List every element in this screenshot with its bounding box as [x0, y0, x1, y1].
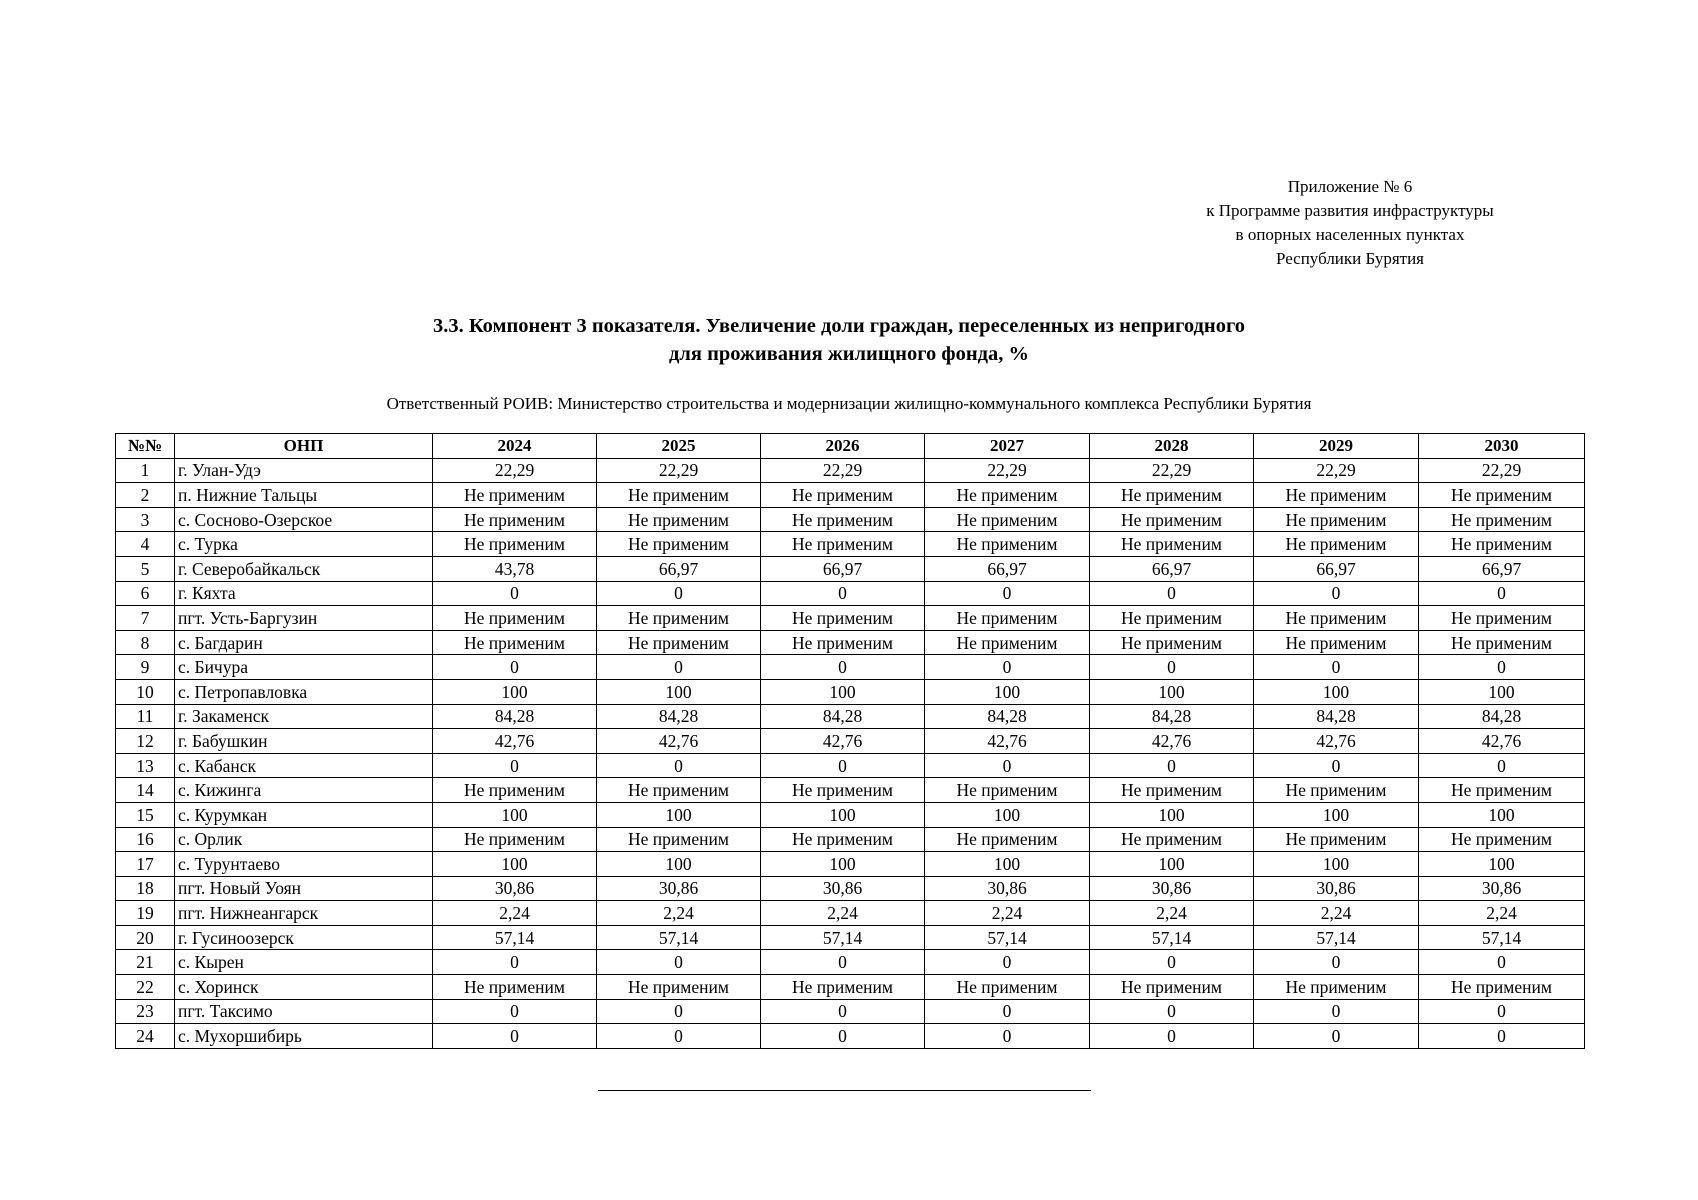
value-cell: Не применим: [1254, 630, 1419, 655]
row-number-cell: 24: [116, 1024, 175, 1049]
value-cell: 0: [1419, 581, 1585, 606]
row-number-cell: 7: [116, 606, 175, 631]
settlement-cell: с. Петропавловка: [175, 679, 433, 704]
value-cell: 2,24: [1090, 901, 1254, 926]
value-cell: 84,28: [1090, 704, 1254, 729]
value-cell: 0: [925, 753, 1090, 778]
value-cell: Не применим: [925, 975, 1090, 1000]
table-row: [116, 581, 1585, 606]
value-cell: 57,14: [925, 925, 1090, 950]
value-cell: 0: [761, 999, 925, 1024]
value-cell: Не применим: [1419, 827, 1585, 852]
table-row: [116, 876, 1585, 901]
row-number-cell: 14: [116, 778, 175, 803]
settlement-cell: г. Бабушкин: [175, 729, 433, 754]
settlement-cell: с. Турка: [175, 532, 433, 557]
table-row: [116, 655, 1585, 680]
table-row: [116, 901, 1585, 926]
value-cell: 0: [1254, 950, 1419, 975]
table-row: [116, 532, 1585, 557]
value-cell: 22,29: [1419, 458, 1585, 483]
value-cell: Не применим: [761, 630, 925, 655]
table-row: [116, 1024, 1585, 1049]
settlement-cell: с. Орлик: [175, 827, 433, 852]
row-number-cell: 6: [116, 581, 175, 606]
value-cell: 66,97: [925, 556, 1090, 581]
value-cell: 0: [761, 655, 925, 680]
settlement-cell: г. Северобайкальск: [175, 556, 433, 581]
value-cell: 22,29: [1254, 458, 1419, 483]
value-cell: Не применим: [1254, 606, 1419, 631]
value-cell: Не применим: [1419, 975, 1585, 1000]
row-number-cell: 18: [116, 876, 175, 901]
value-cell: 22,29: [597, 458, 761, 483]
row-number-cell: 17: [116, 852, 175, 877]
value-cell: 0: [1090, 753, 1254, 778]
value-cell: 100: [597, 802, 761, 827]
value-cell: 100: [761, 802, 925, 827]
value-cell: 100: [1254, 679, 1419, 704]
settlement-cell: с. Кырен: [175, 950, 433, 975]
value-cell: 0: [1090, 999, 1254, 1024]
settlement-cell: с. Хоринск: [175, 975, 433, 1000]
value-cell: Не применим: [1254, 827, 1419, 852]
value-cell: 42,76: [1254, 729, 1419, 754]
title-line: 3.3. Компонент 3 показателя. Увеличение доли граждан, переселенных из непригодного: [432, 315, 1246, 337]
settlement-cell: пгт. Усть-Баргузин: [175, 606, 433, 631]
value-cell: Не применим: [433, 975, 597, 1000]
row-number-cell: 11: [116, 704, 175, 729]
value-cell: 100: [925, 852, 1090, 877]
document-title: [0, 312, 1698, 368]
value-cell: Не применим: [761, 532, 925, 557]
row-number-cell: 3: [116, 507, 175, 532]
value-cell: Не применим: [1090, 827, 1254, 852]
value-cell: Не применим: [597, 827, 761, 852]
table-row: [116, 852, 1585, 877]
value-cell: Не применим: [1090, 630, 1254, 655]
row-number-cell: 2: [116, 483, 175, 508]
value-cell: Не применим: [925, 532, 1090, 557]
table-row: [116, 753, 1585, 778]
value-cell: Не применим: [597, 630, 761, 655]
settlement-cell: с. Кижинга: [175, 778, 433, 803]
value-cell: 42,76: [597, 729, 761, 754]
value-cell: 0: [1254, 999, 1419, 1024]
table-body: [116, 458, 1585, 1048]
value-cell: 43,78: [433, 556, 597, 581]
table-row: [116, 483, 1585, 508]
value-cell: Не применим: [1090, 483, 1254, 508]
row-number-cell: 13: [116, 753, 175, 778]
value-cell: 0: [433, 1024, 597, 1049]
table-row: [116, 679, 1585, 704]
value-cell: 66,97: [1090, 556, 1254, 581]
value-cell: 0: [761, 1024, 925, 1049]
value-cell: 22,29: [433, 458, 597, 483]
value-cell: 0: [925, 999, 1090, 1024]
value-cell: Не применим: [1090, 507, 1254, 532]
value-cell: Не применим: [433, 630, 597, 655]
value-cell: 0: [1419, 753, 1585, 778]
table-row: [116, 556, 1585, 581]
row-number-cell: 1: [116, 458, 175, 483]
value-cell: Не применим: [761, 606, 925, 631]
value-cell: 0: [1419, 655, 1585, 680]
settlement-cell: г. Улан-Удэ: [175, 458, 433, 483]
table-row: [116, 999, 1585, 1024]
value-cell: 0: [1090, 950, 1254, 975]
table-row: [116, 950, 1585, 975]
settlement-cell: г. Гусиноозерск: [175, 925, 433, 950]
column-header: 2030: [1419, 434, 1585, 459]
value-cell: 22,29: [1090, 458, 1254, 483]
value-cell: Не применим: [597, 483, 761, 508]
table-row: [116, 729, 1585, 754]
value-cell: 42,76: [1419, 729, 1585, 754]
value-cell: 100: [1419, 679, 1585, 704]
value-cell: Не применим: [925, 827, 1090, 852]
settlement-cell: пгт. Новый Уоян: [175, 876, 433, 901]
row-number-cell: 4: [116, 532, 175, 557]
value-cell: 0: [1254, 655, 1419, 680]
value-cell: 0: [597, 999, 761, 1024]
value-cell: 84,28: [1419, 704, 1585, 729]
value-cell: 0: [597, 1024, 761, 1049]
value-cell: 100: [761, 852, 925, 877]
value-cell: Не применим: [597, 507, 761, 532]
table-header-row: [116, 434, 1585, 459]
title-line: для проживания жилищного фонда, %: [668, 343, 1030, 365]
table-row: [116, 778, 1585, 803]
appendix-note: [1150, 175, 1550, 271]
value-cell: Не применим: [433, 532, 597, 557]
value-cell: 57,14: [433, 925, 597, 950]
value-cell: 0: [761, 950, 925, 975]
indicator-table: [115, 433, 1585, 1049]
value-cell: 100: [761, 679, 925, 704]
value-cell: 0: [1419, 999, 1585, 1024]
value-cell: Не применим: [925, 606, 1090, 631]
value-cell: 30,86: [597, 876, 761, 901]
value-cell: 0: [597, 581, 761, 606]
bottom-divider: [598, 1090, 1091, 1091]
value-cell: 66,97: [761, 556, 925, 581]
value-cell: Не применим: [1090, 606, 1254, 631]
value-cell: 2,24: [433, 901, 597, 926]
row-number-cell: 15: [116, 802, 175, 827]
column-header: 2028: [1090, 434, 1254, 459]
appendix-line: Республики Бурятия: [1275, 249, 1425, 268]
value-cell: Не применим: [597, 975, 761, 1000]
value-cell: 2,24: [597, 901, 761, 926]
table-row: [116, 827, 1585, 852]
value-cell: 66,97: [597, 556, 761, 581]
settlement-cell: пгт. Таксимо: [175, 999, 433, 1024]
value-cell: Не применим: [433, 778, 597, 803]
table-row: [116, 507, 1585, 532]
value-cell: 2,24: [1254, 901, 1419, 926]
settlement-cell: п. Нижние Тальцы: [175, 483, 433, 508]
value-cell: 30,86: [925, 876, 1090, 901]
appendix-line: в опорных населенных пунктах: [1235, 225, 1465, 244]
value-cell: Не применим: [761, 827, 925, 852]
row-number-cell: 23: [116, 999, 175, 1024]
value-cell: 30,86: [761, 876, 925, 901]
row-number-cell: 21: [116, 950, 175, 975]
value-cell: 84,28: [1254, 704, 1419, 729]
value-cell: Не применим: [433, 827, 597, 852]
value-cell: Не применим: [433, 507, 597, 532]
value-cell: 30,86: [433, 876, 597, 901]
value-cell: 100: [433, 852, 597, 877]
value-cell: 22,29: [761, 458, 925, 483]
value-cell: 0: [1419, 1024, 1585, 1049]
value-cell: 0: [597, 950, 761, 975]
appendix-line: Приложение № 6: [1287, 177, 1413, 196]
value-cell: Не применим: [1090, 778, 1254, 803]
value-cell: 84,28: [433, 704, 597, 729]
settlement-cell: с. Мухоршибирь: [175, 1024, 433, 1049]
value-cell: 57,14: [1090, 925, 1254, 950]
value-cell: 0: [925, 950, 1090, 975]
value-cell: 84,28: [597, 704, 761, 729]
value-cell: 22,29: [925, 458, 1090, 483]
value-cell: Не применим: [1090, 975, 1254, 1000]
value-cell: 0: [1254, 753, 1419, 778]
column-header: 2026: [761, 434, 925, 459]
settlement-cell: с. Бичура: [175, 655, 433, 680]
row-number-cell: 10: [116, 679, 175, 704]
value-cell: 42,76: [761, 729, 925, 754]
value-cell: Не применим: [433, 606, 597, 631]
value-cell: 100: [925, 679, 1090, 704]
value-cell: 100: [433, 679, 597, 704]
value-cell: Не применим: [925, 778, 1090, 803]
value-cell: 0: [433, 753, 597, 778]
column-header: 2027: [925, 434, 1090, 459]
value-cell: 57,14: [1419, 925, 1585, 950]
row-number-cell: 5: [116, 556, 175, 581]
settlement-cell: с. Кабанск: [175, 753, 433, 778]
value-cell: Не применим: [761, 778, 925, 803]
value-cell: Не применим: [597, 606, 761, 631]
value-cell: 66,97: [1419, 556, 1585, 581]
value-cell: Не применим: [925, 630, 1090, 655]
value-cell: 0: [1090, 581, 1254, 606]
value-cell: 0: [597, 655, 761, 680]
value-cell: 100: [1090, 679, 1254, 704]
row-number-cell: 16: [116, 827, 175, 852]
value-cell: 84,28: [761, 704, 925, 729]
value-cell: Не применим: [1254, 778, 1419, 803]
appendix-line: к Программе развития инфраструктуры: [1206, 201, 1494, 220]
value-cell: 0: [1254, 1024, 1419, 1049]
value-cell: Не применим: [761, 507, 925, 532]
settlement-cell: с. Курумкан: [175, 802, 433, 827]
value-cell: 0: [433, 581, 597, 606]
table-row: [116, 630, 1585, 655]
column-header: 2025: [597, 434, 761, 459]
value-cell: 0: [1419, 950, 1585, 975]
value-cell: 0: [925, 655, 1090, 680]
value-cell: 30,86: [1090, 876, 1254, 901]
row-number-cell: 19: [116, 901, 175, 926]
value-cell: 100: [1254, 802, 1419, 827]
value-cell: Не применим: [1419, 532, 1585, 557]
value-cell: 42,76: [925, 729, 1090, 754]
value-cell: 66,97: [1254, 556, 1419, 581]
value-cell: 2,24: [761, 901, 925, 926]
value-cell: 100: [1419, 802, 1585, 827]
value-cell: 0: [597, 753, 761, 778]
value-cell: 100: [597, 852, 761, 877]
value-cell: 57,14: [597, 925, 761, 950]
value-cell: 0: [925, 1024, 1090, 1049]
row-number-cell: 8: [116, 630, 175, 655]
value-cell: 0: [761, 753, 925, 778]
value-cell: 84,28: [925, 704, 1090, 729]
value-cell: 2,24: [925, 901, 1090, 926]
value-cell: Не применим: [761, 975, 925, 1000]
value-cell: 0: [1254, 581, 1419, 606]
value-cell: Не применим: [1254, 532, 1419, 557]
column-header: №№: [116, 434, 175, 459]
value-cell: 100: [925, 802, 1090, 827]
value-cell: 0: [433, 950, 597, 975]
value-cell: 2,24: [1419, 901, 1585, 926]
column-header: 2024: [433, 434, 597, 459]
settlement-cell: г. Закаменск: [175, 704, 433, 729]
table-row: [116, 606, 1585, 631]
value-cell: 100: [433, 802, 597, 827]
row-number-cell: 22: [116, 975, 175, 1000]
value-cell: Не применим: [1090, 532, 1254, 557]
value-cell: Не применим: [1419, 606, 1585, 631]
value-cell: 100: [597, 679, 761, 704]
table-row: [116, 802, 1585, 827]
settlement-cell: с. Турунтаево: [175, 852, 433, 877]
value-cell: 0: [925, 581, 1090, 606]
value-cell: Не применим: [925, 483, 1090, 508]
value-cell: 0: [1090, 655, 1254, 680]
value-cell: Не применим: [761, 483, 925, 508]
value-cell: Не применим: [433, 483, 597, 508]
column-header: ОНП: [175, 434, 433, 459]
value-cell: Не применим: [1254, 483, 1419, 508]
column-header: 2029: [1254, 434, 1419, 459]
value-cell: 57,14: [1254, 925, 1419, 950]
value-cell: Не применим: [1419, 630, 1585, 655]
row-number-cell: 9: [116, 655, 175, 680]
table-row: [116, 458, 1585, 483]
row-number-cell: 12: [116, 729, 175, 754]
settlement-cell: пгт. Нижнеангарск: [175, 901, 433, 926]
value-cell: Не применим: [1419, 778, 1585, 803]
settlement-cell: с. Багдарин: [175, 630, 433, 655]
value-cell: Не применим: [1254, 975, 1419, 1000]
value-cell: 42,76: [433, 729, 597, 754]
value-cell: 100: [1090, 852, 1254, 877]
value-cell: 57,14: [761, 925, 925, 950]
table-row: [116, 975, 1585, 1000]
value-cell: 100: [1090, 802, 1254, 827]
value-cell: 0: [761, 581, 925, 606]
settlement-cell: г. Кяхта: [175, 581, 433, 606]
value-cell: 0: [433, 999, 597, 1024]
value-cell: 30,86: [1254, 876, 1419, 901]
value-cell: Не применим: [925, 507, 1090, 532]
value-cell: 0: [433, 655, 597, 680]
table-row: [116, 925, 1585, 950]
value-cell: Не применим: [597, 778, 761, 803]
row-number-cell: 20: [116, 925, 175, 950]
value-cell: 100: [1419, 852, 1585, 877]
value-cell: Не применим: [1419, 483, 1585, 508]
value-cell: 42,76: [1090, 729, 1254, 754]
value-cell: Не применим: [597, 532, 761, 557]
value-cell: 30,86: [1419, 876, 1585, 901]
value-cell: Не применим: [1254, 507, 1419, 532]
settlement-cell: с. Сосново-Озерское: [175, 507, 433, 532]
value-cell: Не применим: [1419, 507, 1585, 532]
value-cell: 0: [1090, 1024, 1254, 1049]
responsible-authority: Ответственный РОИВ: Министерство строительства и модернизации жилищно-коммунального комплекса Республики Бурятия: [386, 394, 1312, 413]
value-cell: 100: [1254, 852, 1419, 877]
table-row: [116, 704, 1585, 729]
